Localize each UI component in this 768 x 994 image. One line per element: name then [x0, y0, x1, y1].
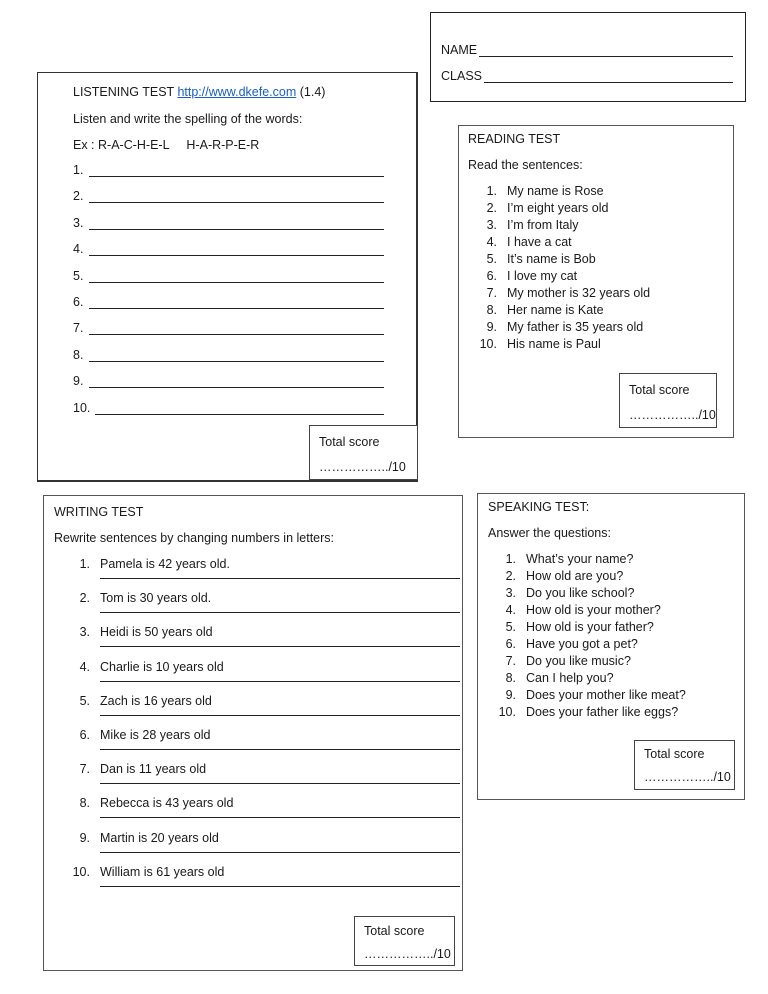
- speaking-question: [492, 670, 686, 687]
- writing-item-number: 7.: [79, 762, 90, 777]
- writing-item-number: 4.: [79, 659, 90, 674]
- listening-title-row: [73, 85, 325, 99]
- writing-item-text: Martin is 20 years old: [100, 830, 219, 845]
- writing-item-number: 3.: [79, 625, 90, 640]
- listening-answer-line[interactable]: [73, 269, 384, 283]
- reading-sentence: [473, 234, 650, 251]
- writing-answer-field[interactable]: [100, 749, 460, 750]
- name-label: NAME: [441, 43, 478, 57]
- speaking-question: [492, 636, 686, 653]
- listening-score-box: [309, 425, 418, 480]
- writing-item-text: William is 61 years old: [100, 864, 225, 879]
- speaking-question-number: 10.: [498, 705, 516, 719]
- reading-test-section: [458, 125, 734, 438]
- writing-answer-field[interactable]: [100, 715, 460, 716]
- reading-sentence-text: I love my cat: [507, 269, 578, 283]
- reading-sentence-text: I have a cat: [507, 235, 572, 249]
- listening-line-number: 7.: [73, 321, 84, 336]
- speaking-question: [492, 551, 686, 568]
- listening-answer-field[interactable]: [89, 296, 384, 309]
- speaking-question-number: 8.: [505, 671, 516, 685]
- reading-sentence-number: 3.: [486, 218, 497, 232]
- reading-sentence-number: 2.: [486, 201, 497, 215]
- writing-answer-field[interactable]: [100, 681, 460, 682]
- reading-sentence-list: [473, 183, 650, 353]
- reading-sentence-text: Her name is Kate: [507, 303, 604, 317]
- listening-answer-field[interactable]: [89, 217, 384, 230]
- writing-item: [72, 623, 432, 657]
- writing-item: [72, 760, 432, 794]
- writing-item-text: Heidi is 50 years old: [100, 625, 213, 640]
- writing-item: [72, 829, 432, 863]
- listening-line-number: 2.: [73, 189, 84, 204]
- reading-sentence-number: 1.: [486, 184, 497, 198]
- writing-item: [72, 692, 432, 726]
- listening-answer-field[interactable]: [95, 402, 384, 415]
- listening-score-value: ……………../10: [319, 460, 406, 474]
- writing-item-text: Rebecca is 43 years old: [100, 796, 234, 811]
- listening-answer-line[interactable]: [73, 374, 384, 388]
- reading-sentence-number: 10.: [479, 337, 497, 351]
- speaking-question-text: Do you like school?: [526, 586, 635, 600]
- writing-item: [72, 794, 432, 828]
- listening-answer-line[interactable]: [73, 401, 384, 415]
- listening-line-number: 6.: [73, 295, 84, 309]
- listening-answer-line[interactable]: [73, 242, 384, 256]
- reading-sentence-text: I’m eight years old: [507, 201, 609, 215]
- reading-sentence-text: I’m from Italy: [507, 218, 579, 232]
- name-row[interactable]: [441, 43, 733, 57]
- writing-item-number: 10.: [72, 864, 90, 879]
- writing-item-number: 9.: [79, 830, 90, 845]
- speaking-question-text: Does your father like eggs?: [526, 705, 679, 719]
- writing-item-text: Tom is 30 years old.: [100, 591, 212, 606]
- listening-answer-line[interactable]: [73, 348, 384, 362]
- speaking-title: SPEAKING TEST:: [488, 500, 590, 514]
- name-field[interactable]: [479, 44, 733, 57]
- reading-sentence: [473, 251, 650, 268]
- listening-answer-field[interactable]: [89, 243, 384, 256]
- speaking-question-text: Does your mother like meat?: [526, 688, 686, 702]
- speaking-question: [492, 568, 686, 585]
- speaking-instruction: Answer the questions:: [488, 526, 611, 540]
- writing-item: [72, 726, 432, 760]
- writing-answer-field[interactable]: [100, 578, 460, 579]
- listening-title: LISTENING TEST: [73, 85, 174, 99]
- writing-item-text: Mike is 28 years old: [100, 727, 211, 742]
- speaking-score-label: Total score: [644, 747, 705, 761]
- writing-item-number: 5.: [79, 693, 90, 708]
- student-info-box: [430, 12, 746, 102]
- speaking-question-number: 2.: [505, 569, 516, 583]
- writing-answer-field[interactable]: [100, 783, 460, 784]
- writing-item-text: Pamela is 42 years old.: [100, 557, 230, 571]
- reading-sentence: [473, 217, 650, 234]
- reading-sentence: [473, 302, 650, 319]
- speaking-question-text: Do you like music?: [526, 654, 631, 668]
- listening-answer-line[interactable]: [73, 189, 384, 203]
- speaking-score-box: [634, 740, 735, 790]
- reading-sentence-number: 5.: [486, 252, 497, 266]
- writing-item-number: 8.: [79, 796, 90, 811]
- listening-line-number: 5.: [73, 268, 84, 283]
- writing-instruction: Rewrite sentences by changing numbers in letters:: [54, 531, 335, 545]
- writing-item-text: Dan is 11 years old: [100, 762, 207, 777]
- reading-sentence-number: 7.: [486, 286, 497, 300]
- writing-test-section: [43, 495, 463, 971]
- writing-answer-field[interactable]: [100, 817, 460, 818]
- speaking-question-number: 7.: [505, 654, 516, 668]
- listening-answer-line[interactable]: [73, 321, 384, 335]
- writing-score-box: [354, 916, 455, 966]
- writing-item-number: 6.: [79, 727, 90, 742]
- reading-sentence-number: 4.: [486, 235, 497, 249]
- writing-sentence-list: [72, 555, 432, 897]
- speaking-question-number: 5.: [505, 620, 516, 634]
- writing-score-label: Total score: [364, 924, 425, 938]
- reading-sentence: [473, 285, 650, 302]
- speaking-question: [492, 619, 686, 636]
- reading-sentence-number: 6.: [486, 269, 497, 283]
- writing-item-number: 1.: [79, 557, 90, 571]
- class-row[interactable]: [441, 69, 733, 83]
- speaking-question-number: 3.: [505, 586, 516, 600]
- reading-score-value: ……………../10: [629, 408, 716, 422]
- writing-item-text: Zach is 16 years old: [100, 693, 212, 708]
- writing-answer-field[interactable]: [100, 886, 460, 887]
- speaking-question-text: What’s your name?: [526, 552, 634, 566]
- listening-line-number: 1.: [73, 163, 84, 177]
- speaking-question-text: How old are you?: [526, 569, 624, 583]
- writing-title: WRITING TEST: [54, 505, 144, 519]
- listening-line-number: 8.: [73, 347, 84, 362]
- writing-answer-field[interactable]: [100, 852, 460, 853]
- listening-answer-line[interactable]: [73, 216, 384, 230]
- speaking-question-text: Can I help you?: [526, 671, 614, 685]
- speaking-question-number: 1.: [505, 552, 516, 566]
- writing-answer-field[interactable]: [100, 646, 460, 647]
- dkefe-link[interactable]: http://www.dkefe.com: [177, 85, 297, 99]
- writing-item-text: Charlie is 10 years old: [100, 659, 224, 674]
- listening-answer-field[interactable]: [89, 164, 384, 177]
- writing-item: [72, 658, 432, 692]
- speaking-question: [492, 653, 686, 670]
- listening-line-number: 9.: [73, 374, 84, 389]
- reading-sentence-text: My mother is 32 years old: [507, 286, 651, 300]
- listening-answer-line[interactable]: [73, 295, 384, 309]
- reading-score-box: [619, 373, 717, 428]
- speaking-question-text: How old is your father?: [526, 620, 654, 634]
- listening-line-number: 3.: [73, 215, 84, 230]
- class-field[interactable]: [484, 70, 733, 83]
- speaking-question-number: 9.: [505, 688, 516, 702]
- speaking-question: [492, 704, 686, 721]
- speaking-question-text: How old is your mother?: [526, 603, 661, 617]
- listening-answer-line[interactable]: [73, 163, 384, 177]
- listening-answer-field[interactable]: [89, 322, 384, 335]
- listening-instruction: Listen and write the spelling of the words:: [73, 112, 303, 126]
- reading-sentence: [473, 336, 650, 353]
- listening-title-suffix: (1.4): [299, 85, 326, 99]
- listening-line-number: 4.: [73, 242, 84, 257]
- speaking-score-value: ……………../10: [644, 770, 731, 784]
- speaking-test-section: [477, 493, 745, 800]
- listening-answer-field[interactable]: [89, 375, 384, 388]
- reading-sentence-text: His name is Paul: [507, 337, 601, 351]
- reading-sentence: [473, 319, 650, 336]
- writing-answer-field[interactable]: [100, 612, 460, 613]
- reading-title: READING TEST: [468, 132, 561, 146]
- speaking-question: [492, 687, 686, 704]
- speaking-question-number: 4.: [505, 603, 516, 617]
- writing-item: [72, 589, 432, 623]
- listening-answer-field[interactable]: [89, 190, 384, 203]
- reading-score-label: Total score: [629, 383, 690, 397]
- listening-score-label: Total score: [319, 435, 380, 449]
- reading-sentence: [473, 183, 650, 200]
- reading-sentence: [473, 200, 650, 217]
- listening-test-section: [37, 72, 418, 482]
- listening-answer-field[interactable]: [89, 270, 384, 283]
- reading-sentence-text: My father is 35 years old: [507, 320, 644, 334]
- speaking-question: [492, 602, 686, 619]
- listening-example: Ex : R-A-C-H-E-L H-A-R-P-E-R: [73, 138, 260, 152]
- writing-item: [72, 863, 432, 897]
- listening-answer-field[interactable]: [89, 349, 384, 362]
- class-label: CLASS: [441, 69, 482, 83]
- listening-line-number: 10.: [73, 400, 91, 415]
- speaking-question-number: 6.: [505, 637, 516, 651]
- speaking-question-list: [492, 551, 686, 721]
- reading-instruction: Read the sentences:: [468, 158, 583, 172]
- reading-sentence-text: My name is Rose: [507, 184, 604, 198]
- speaking-question: [492, 585, 686, 602]
- reading-sentence-number: 9.: [486, 320, 497, 334]
- reading-sentence-text: It’s name is Bob: [507, 252, 596, 266]
- reading-sentence: [473, 268, 650, 285]
- reading-sentence-number: 8.: [486, 303, 497, 317]
- writing-item: [72, 555, 432, 589]
- speaking-question-text: Have you got a pet?: [526, 637, 638, 651]
- writing-score-value: ……………../10: [364, 947, 451, 961]
- writing-item-number: 2.: [79, 591, 90, 606]
